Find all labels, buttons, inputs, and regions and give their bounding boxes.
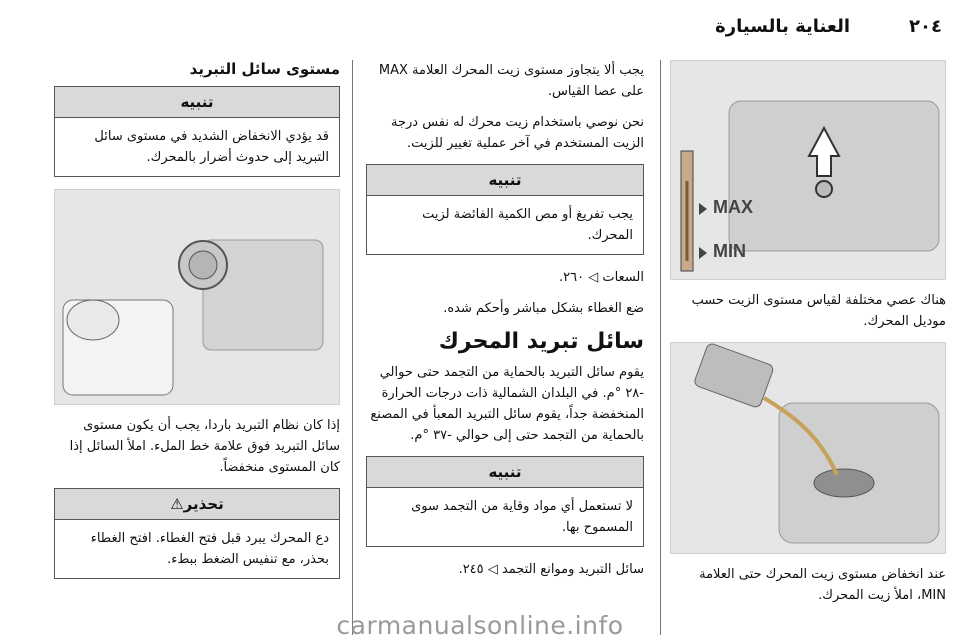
warning-box <box>54 488 340 579</box>
coolant-reservoir-illustration <box>54 189 340 405</box>
notice-body: قد يؤدي الانخفاض الشديد في مستوى سائل التبريد إلى حدوث أضرار بالمحرك. <box>94 129 329 165</box>
dipstick-drawing <box>670 61 945 279</box>
coolant-level-text: إذا كان نظام التبريد باردا، يجب أن يكون مستوى سائل التبريد فوق علامة خط الملء. املأ السائل إذا كان المستوى منخفضاً. <box>69 418 340 475</box>
dipstick-note: هناك عصي مختلفة لقياس مستوى الزيت حسب موديل المحرك. <box>691 293 946 329</box>
middle-column <box>366 60 644 590</box>
oil-filling-illustration <box>670 342 946 554</box>
notice-box <box>366 164 644 255</box>
section-heading: سائل تبريد المحرك <box>438 329 644 354</box>
notice-box <box>54 86 340 177</box>
min-level-note: عند انخفاض مستوى زيت المحرك حتى العلامة MIN، املأ زيت المحرك. <box>699 567 946 603</box>
page-header <box>0 6 960 46</box>
notice-box <box>366 456 644 547</box>
capacities-reference[interactable]: السعات ◁ ٢٦٠. <box>559 270 644 285</box>
cap-instruction: ضع الغطاء بشكل مباشر وأحكم شده. <box>443 301 644 316</box>
notice-title: تنبيه <box>367 457 643 488</box>
warning-body: دع المحرك يبرد قبل فتح الغطاء. افتح الغطاء بحذر، مع تنفيس الضغط ببطء. <box>90 531 329 567</box>
coolant-reservoir-drawing <box>54 190 339 404</box>
dipstick-illustration <box>670 60 946 280</box>
page-title: العناية بالسيارة <box>715 16 850 37</box>
notice-title: تنبيه <box>55 87 339 118</box>
column-divider <box>352 60 353 635</box>
min-mark: MIN <box>713 241 746 261</box>
watermark: carmanualsonline.info <box>336 611 624 640</box>
coolant-reference[interactable]: سائل التبريد وموانع التجمد ◁ ٢٤٥. <box>458 562 644 577</box>
coolant-protection-text: يقوم سائل التبريد بالحماية من التجمد حتى حوالي -٢٨ °م. في البلدان الشمالية ذات درجات الحرارة المنخفضة جداً، يقوم سائل التبريد المعبأ في المصنع بالحماية من التجمد حتى إلى حوالي -٣٧ °م. <box>370 365 644 443</box>
left-column <box>54 60 340 591</box>
notice-body: لا تستعمل أي مواد وقاية من التجمد سوى المسموح بها. <box>411 499 633 535</box>
oil-pour-drawing <box>670 343 945 553</box>
right-column <box>670 60 946 616</box>
column-divider <box>660 60 661 635</box>
subsection-heading: مستوى سائل التبريد <box>189 60 340 78</box>
warning-title: تحذير⚠ <box>55 489 339 520</box>
notice-body: يجب تفريغ أو مص الكمية الفائضة لزيت المحرك. <box>422 207 633 243</box>
max-level-note: يجب ألا يتجاوز مستوى زيت المحرك العلامة MAX على عصا القياس. <box>378 63 644 99</box>
page-number: ٢٠٤ <box>909 16 942 37</box>
max-mark: MAX <box>713 197 753 217</box>
oil-grade-note: نحن نوصي باستخدام زيت محرك له نفس درجة الزيت المستخدم في آخر عملية تغيير للزيت. <box>391 115 644 151</box>
notice-title: تنبيه <box>367 165 643 196</box>
